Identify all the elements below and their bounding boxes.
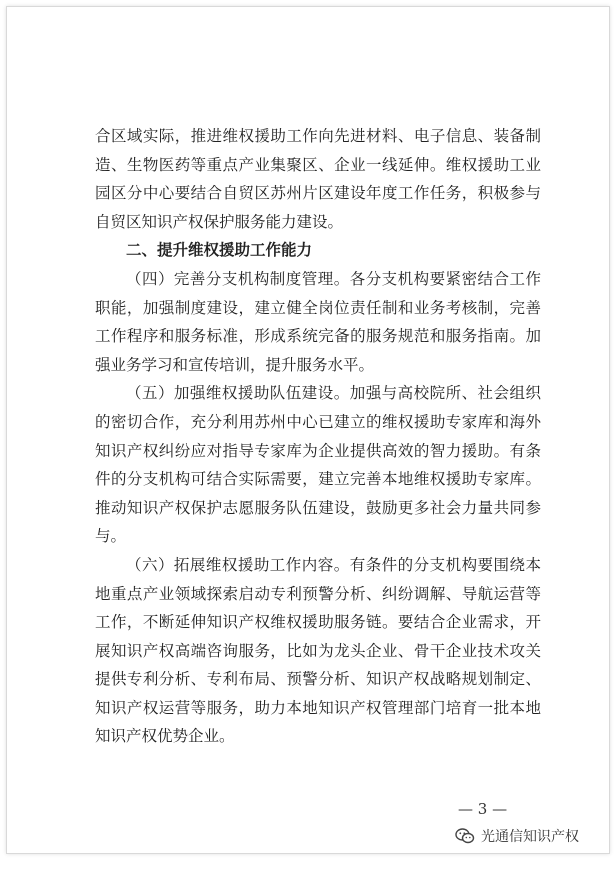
item-5-lead: （五）加强维权援助队伍建设。 — [126, 384, 350, 403]
watermark-text: 光通信知识产权 — [481, 829, 579, 845]
item-6-lead: （六）拓展维权援助工作内容。 — [126, 555, 350, 574]
paragraph-item-5 — [95, 379, 541, 551]
item-4-lead: （四）完善分支机构制度管理。 — [126, 269, 350, 288]
item-6-body: 有条件的分支机构要围绕本地重点产业领域探索启动专利预警分析、纠纷调解、导航运营等工作，不断延伸知识产权维权援助服务链。要结合企业需求，开展知识产权高端咨询服务，比如为龙头企业、骨干企业技术攻关提供专利分析、专利布局、预警分析、知识产权战略规划制定、知识产权运营等服务，助力本地知识产权管理部门培育一批本地知识产权优势企业。 — [95, 555, 541, 746]
watermark — [455, 826, 579, 846]
page-number: — 3 — — [458, 800, 508, 818]
document-body — [95, 122, 541, 751]
item-4-body: 各分支机构要紧密结合工作职能，加强制度建设，建立健全岗位责任制和业务考核制，完善工作程序和服务标准，形成系统完备的服务规范和服务指南。加强业务学习和宣传培训，提升服务水平。 — [95, 269, 541, 374]
section-heading: 二、提升维权援助工作能力 — [126, 241, 313, 260]
wechat-icon — [455, 828, 475, 844]
paragraph-item-4 — [95, 265, 541, 379]
document-page — [6, 6, 610, 854]
paragraph-continued: 合区域实际，推进维权援助工作向先进材料、电子信息、装备制造、生物医药等重点产业集聚区、企业一线延伸。维权援助工业园区分中心要结合自贸区苏州片区建设年度工作任务，积极参与自贸区知识产权保护服务能力建设。 — [95, 127, 541, 231]
paragraph-item-6 — [95, 551, 541, 751]
item-5-body: 加强与高校院所、社会组织的密切合作，充分利用苏州中心已建立的维权援助专家库和海外知识产权纠纷应对指导专家库为企业提供高效的智力援助。有条件的分支机构可结合实际需要，建立完善本地维权援助专家库。推动知识产权保护志愿服务队伍建设，鼓励更多社会力量共同参与。 — [95, 384, 541, 546]
